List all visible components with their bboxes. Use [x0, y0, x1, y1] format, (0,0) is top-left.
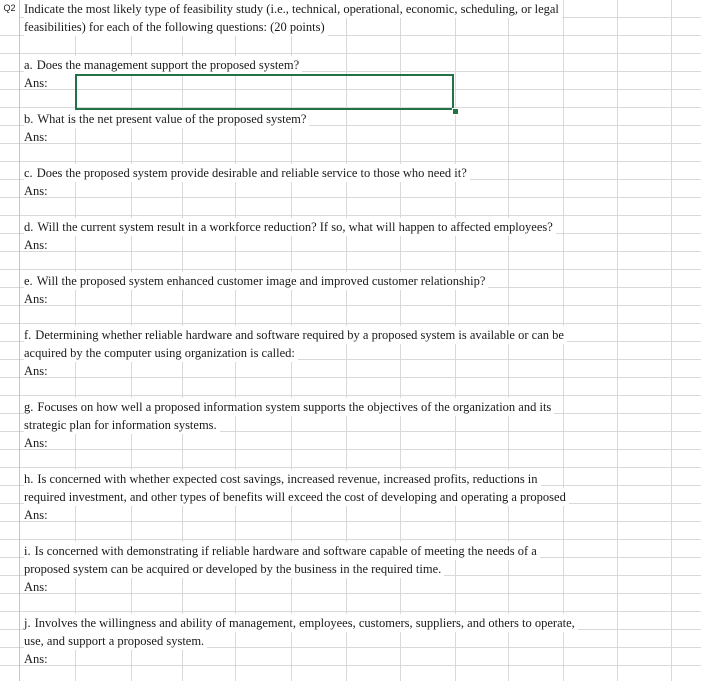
- row-header-cell[interactable]: [0, 162, 19, 180]
- question-h-line-2[interactable]: required investment, and other types of benefits will exceed the cost of developing and operating a proposed: [24, 488, 569, 506]
- question-label: b.: [24, 112, 34, 126]
- question-text: Is concerned with demonstrating if reliable hardware and software capable of meeting the needs of a: [34, 544, 537, 558]
- answer-label[interactable]: Ans:: [24, 76, 48, 90]
- question-label: a.: [24, 58, 33, 72]
- row-header-cell[interactable]: [0, 198, 19, 216]
- question-j-line-2[interactable]: use, and support a proposed system.: [24, 632, 207, 650]
- row-header-cell[interactable]: [0, 486, 19, 504]
- question-label: g.: [24, 400, 34, 414]
- question-j-line-1[interactable]: [24, 614, 578, 632]
- row-header-cell[interactable]: [0, 324, 19, 342]
- question-i-line-1[interactable]: [24, 542, 540, 560]
- row-header-cell[interactable]: [0, 504, 19, 522]
- row-header-cell[interactable]: [0, 594, 19, 612]
- question-d-line-1[interactable]: [24, 218, 556, 236]
- row-header-cell[interactable]: [0, 144, 19, 162]
- answer-label[interactable]: Ans:: [24, 130, 48, 144]
- question-text: Is concerned with whether expected cost savings, increased revenue, increased profits, reductions in: [37, 472, 538, 486]
- row-header-cell[interactable]: [0, 540, 19, 558]
- gridline-vertical: [671, 0, 672, 681]
- question-text: Will the current system result in a workforce reduction? If so, what will happen to affected employees?: [37, 220, 553, 234]
- row-header-cell[interactable]: [0, 378, 19, 396]
- answer-label[interactable]: Ans:: [24, 364, 48, 378]
- question-text: Does the management support the proposed system?: [36, 58, 300, 72]
- question-text: Involves the willingness and ability of management, employees, customers, suppliers, and others to operate,: [34, 616, 575, 630]
- question-text: Focuses on how well a proposed information system supports the objectives of the organization and its: [37, 400, 552, 414]
- row-header-cell[interactable]: [0, 666, 19, 681]
- question-label: j.: [24, 616, 31, 630]
- answer-label[interactable]: Ans:: [24, 292, 48, 306]
- question-label: f.: [24, 328, 32, 342]
- question-g-line-2[interactable]: strategic plan for information systems.: [24, 416, 220, 434]
- answer-label[interactable]: Ans:: [24, 652, 48, 666]
- instructions-line-1[interactable]: Indicate the most likely type of feasibility study (i.e., technical, operational, economic, scheduling, or legal: [24, 0, 562, 18]
- row-label[interactable]: Q2: [0, 0, 19, 18]
- question-c-line-1[interactable]: [24, 164, 470, 182]
- row-header-cell[interactable]: [0, 522, 19, 540]
- question-e-line-1[interactable]: [24, 272, 488, 290]
- row-header-cell[interactable]: [0, 630, 19, 648]
- row-header-cell[interactable]: [0, 72, 19, 90]
- question-f-line-2[interactable]: acquired by the computer using organization is called:: [24, 344, 298, 362]
- row-header-cell[interactable]: [0, 288, 19, 306]
- row-header-cell[interactable]: [0, 36, 19, 54]
- row-header-cell[interactable]: [0, 54, 19, 72]
- row-header-cell[interactable]: [0, 180, 19, 198]
- row-header-cell[interactable]: [0, 414, 19, 432]
- row-header-cell[interactable]: [0, 306, 19, 324]
- answer-label[interactable]: Ans:: [24, 184, 48, 198]
- row-header-cell[interactable]: [0, 90, 19, 108]
- instructions-line-2[interactable]: feasibilities) for each of the following questions: (20 points): [24, 18, 328, 36]
- row-header-cell[interactable]: [0, 216, 19, 234]
- answer-label[interactable]: Ans:: [24, 238, 48, 252]
- question-label: c.: [24, 166, 33, 180]
- question-a-line-1[interactable]: [24, 56, 302, 74]
- question-label: e.: [24, 274, 33, 288]
- question-f-line-1[interactable]: [24, 326, 567, 344]
- row-header-cell[interactable]: [0, 234, 19, 252]
- question-text: What is the net present value of the proposed system?: [37, 112, 307, 126]
- row-header-cell[interactable]: [0, 396, 19, 414]
- row-header-cell[interactable]: [0, 450, 19, 468]
- question-text: Will the proposed system enhanced customer image and improved customer relationship?: [36, 274, 486, 288]
- row-header-cell[interactable]: [0, 108, 19, 126]
- row-header-cell[interactable]: [0, 342, 19, 360]
- answer-label[interactable]: Ans:: [24, 580, 48, 594]
- row-header-cell[interactable]: [0, 576, 19, 594]
- row-header-column[interactable]: [0, 0, 20, 681]
- row-header-cell[interactable]: [0, 252, 19, 270]
- answer-label[interactable]: Ans:: [24, 508, 48, 522]
- question-i-line-2[interactable]: proposed system can be acquired or developed by the business in the required time.: [24, 560, 444, 578]
- answer-label[interactable]: Ans:: [24, 436, 48, 450]
- question-h-line-1[interactable]: [24, 470, 541, 488]
- gridline-vertical: [617, 0, 618, 681]
- row-header-cell[interactable]: [0, 648, 19, 666]
- question-g-line-1[interactable]: [24, 398, 554, 416]
- selected-answer-cell[interactable]: [75, 74, 454, 110]
- question-label: d.: [24, 220, 34, 234]
- row-header-cell[interactable]: [0, 360, 19, 378]
- row-header-cell[interactable]: [0, 432, 19, 450]
- question-label: h.: [24, 472, 34, 486]
- row-header-cell[interactable]: [0, 270, 19, 288]
- question-text: Does the proposed system provide desirable and reliable service to those who need it?: [36, 166, 467, 180]
- row-header-cell[interactable]: [0, 468, 19, 486]
- row-header-cell[interactable]: [0, 612, 19, 630]
- row-header-cell[interactable]: [0, 18, 19, 36]
- row-header-cell[interactable]: [0, 126, 19, 144]
- question-label: i.: [24, 544, 31, 558]
- row-header-cell[interactable]: [0, 558, 19, 576]
- question-text: Determining whether reliable hardware and software required by a proposed system is available or can be: [35, 328, 564, 342]
- question-b-line-1[interactable]: [24, 110, 309, 128]
- fill-handle[interactable]: [452, 108, 459, 115]
